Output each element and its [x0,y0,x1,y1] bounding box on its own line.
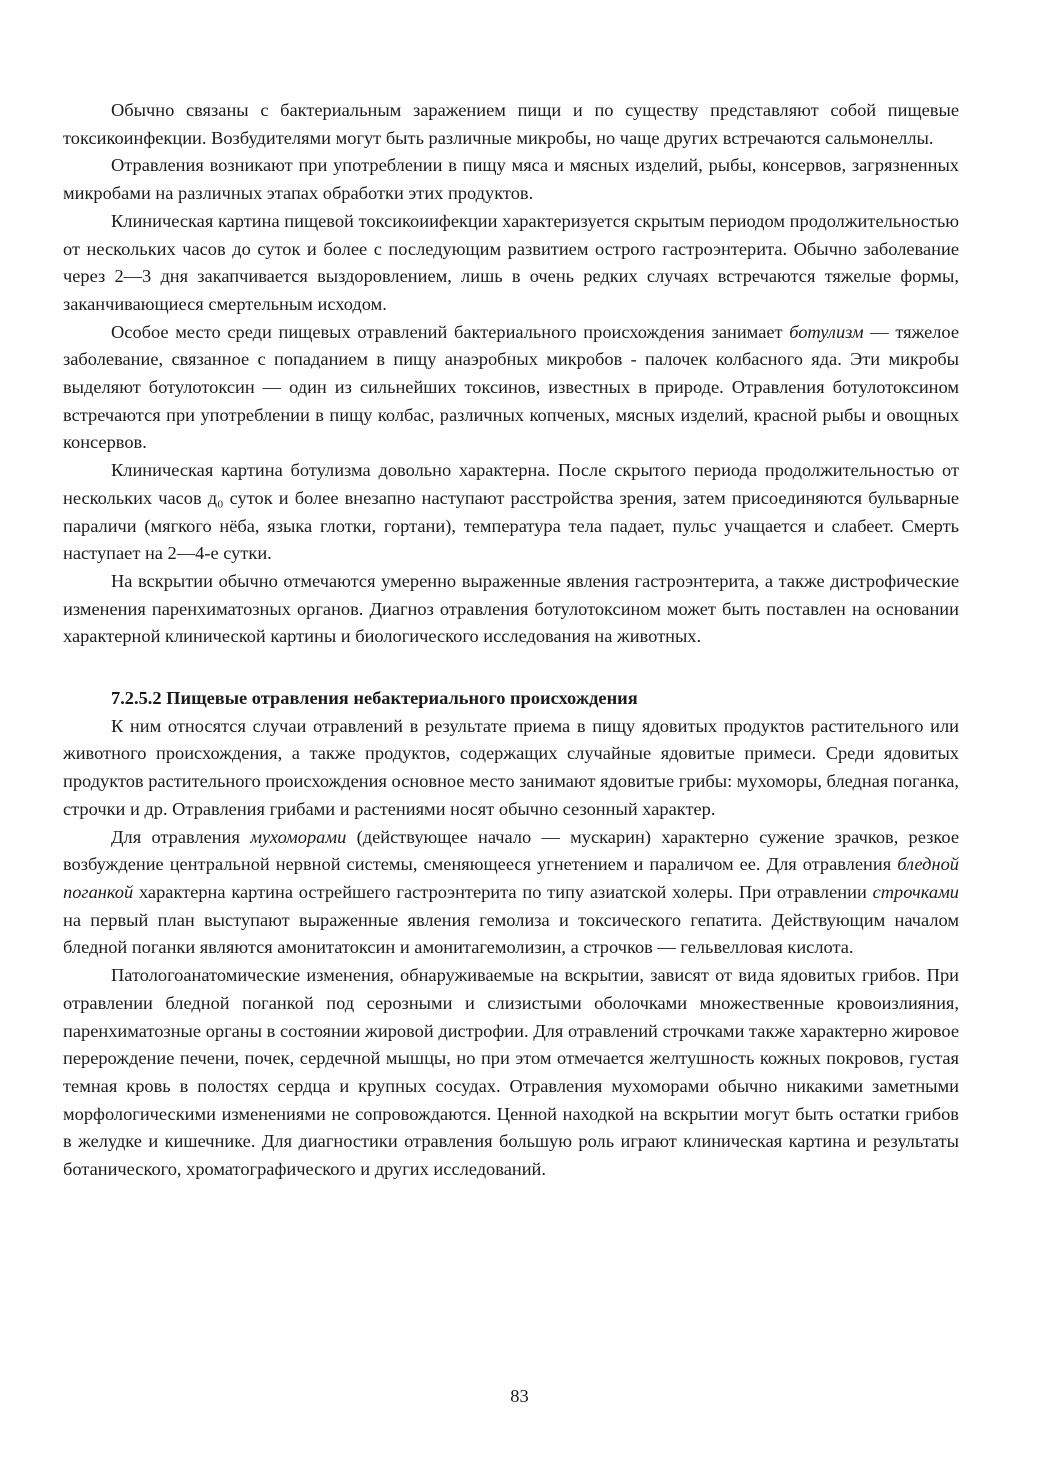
text-run: (действующее начало — мускарин) характерно сужение зрачков, резкое возбуждение центральной нервной системы, сменяющееся угнетением и параличом ее. Для отравления [63,826,959,875]
italic-term: мухоморами [250,826,347,847]
text-run: Патологоанатомические изменения, обнаруживаемые на вскрытии, зависят от вида ядовитых грибов. При отравлении бледной поганкой под серозными и слизистыми оболочками множественные кровоизлияния, паренхиматозные органы в состоянии жировой дистрофии. Для отравлений строчками также характерно жировое перерождение печени, почек, сердечной мышцы, но при этом отмечается желтушность кожных покровов, густая темная кровь в полостях сердца и крупных сосудах. Отравления мухоморами обычно никакими заметными морфологическими изменениями не сопровождаются. Ценной находкой на вскрытии могут быть остатки грибов в желудке и кишечнике. Для диагностики отравления большую роль играют клиническая картина и результаты ботанического, хроматографического и других исследований. [63,965,959,1180]
italic-term: ботулизм [789,321,864,342]
text-run: Обычно связаны с бактериальным заражением пищи и по существу представляют собой пищевые токсикоинфекции. Возбудителями могут быть различные микробы, но чаще других встречаются сальмонеллы. [63,100,959,148]
italic-term: бледной поганкой [63,854,959,902]
paragraph [63,824,959,963]
text-run: На вскрытии обычно отмечаются умеренно выраженные явления гастроэнтерита, а также дистрофические изменения паренхиматозных органов. Диагноз отравления ботулотоксином может быть поставлен на основании характерной клинической картины и биологического исследования на животных. [63,570,959,647]
text-run: Для отравления [111,826,251,847]
paragraph [63,713,959,824]
text-run: К ним относятся случаи отравлений в результате приема в пищу ядовитых продуктов растительного или животного происхождения, а также продуктов, содержащих случайные ядовитые примеси. Среди ядовитых продуктов растительного происхождения основное место занимают ядовитые грибы: мухоморы, бледная поганка, строчки и др. Отравления грибами и растениями носят обычно сезонный характер. [63,715,959,819]
text-run: на первый план выступают выраженные явления гемолиза и токсического гепатита. Действующим началом бледной поганки являются амонитатоксин и амонитагемолизин, а строчков — гельвелловая кислота. [63,909,959,958]
paragraph [63,208,959,319]
section-non-bacterial [63,713,959,1184]
text-run: Клиническая картина пищевой токсикоиифекции характеризуется скрытым периодом продолжительностью от нескольких часов до суток и более с последующим развитием острого гастроэнтерита. Обычно заболевание через 2—3 дня закапчивается выздоровлением, лишь в очень редких случаях встречаются тяжелые формы, заканчивающиеся смертельным исходом. [63,210,959,314]
paragraph [63,152,959,207]
paragraph [63,97,959,152]
paragraph [63,568,959,651]
page-number: 83 [510,1386,529,1406]
section-bacterial [63,97,959,651]
italic-term: строчками [872,881,959,902]
text-run: Отравления возникают при употреблении в пищу мяса и мясных изделий, рыбы, консервов, загрязненных микробами на различных этапах обработки этих продуктов. [63,155,959,204]
section-heading: 7.2.5.2 Пищевые отравления небактериального происхождения [111,688,638,709]
text-run: Клиническая картина ботулизма довольно характерна. После скрытого периода продолжительностью от нескольких часов д₀ суток и более внезапно наступают расстройства зрения, затем присоединяются бульварные параличи (мягкого нёба, языка глотки, гортани), температура тела падает, пульс учащается и слабеет. Смерть наступает на 2—4-е сутки. [63,460,959,564]
text-run: характерна картина острейшего гастроэнтерита по типу азиатской холеры. При отравлении [133,881,873,902]
text-run: Особое место среди пищевых отравлений бактериального происхождения занимает [111,321,790,342]
page-body [63,97,959,1184]
paragraph [63,319,959,458]
text-run: — тяжелое заболевание, связанное с попаданием в пищу анаэробных микробов - палочек колбасного яда. Эти микробы выделяют ботулотоксин — один из сильнейших токсинов, известных в природе. Отравления ботулотоксином встречаются при употреблении в пищу колбас, различных копченых, мясных изделий, красной рыбы и овощных консервов. [63,321,959,453]
paragraph [63,962,959,1184]
paragraph [63,457,959,568]
